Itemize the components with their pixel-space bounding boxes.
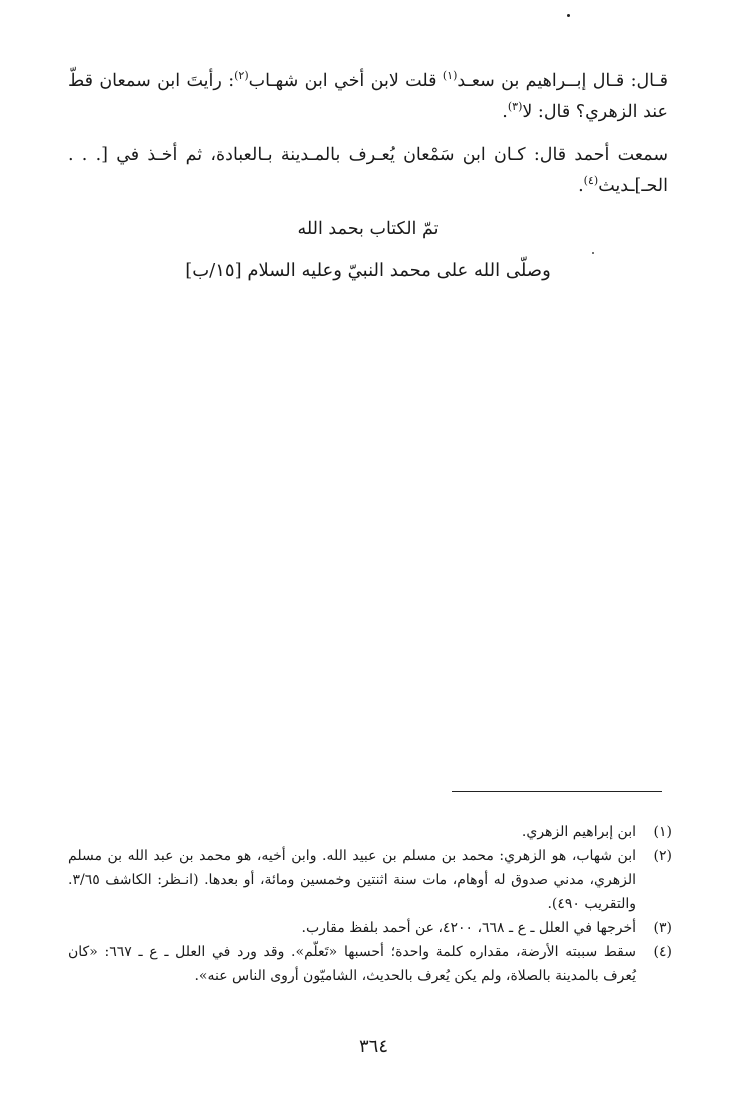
footnote-4	[68, 940, 672, 988]
text-span: قلت لابن أخي ابن شهـاب	[248, 71, 443, 91]
footnote-text: أخرجها في العلل ـ ع ـ ٦٦٨، ٤٢٠٠، عن أحمد بلفظ مقارب.	[301, 920, 636, 936]
footnote-text: ابن شهاب، هو الزهري: محمد بن مسلم بن عبيد الله. وابن أخيه، هو محمد بن عبد الله بن مسلم الزهري، مدني صدوق له أوهام، مات سنة اثنتين وخمسين ومائة، أو بعدها. (انـظر: الكاشف ٣/٦٥. والتقريب ٤٩٠).	[68, 848, 636, 912]
footnote-2	[68, 844, 672, 916]
paragraph-1-text	[68, 66, 668, 128]
text-span: .	[578, 176, 584, 196]
text-span: سمعت أحمد قال: كـان ابن سَمْعان يُعـرف بالمـدينة بـالعبادة، ثم أخـذ في [. . . الحـ]ـديث	[68, 145, 668, 196]
footnote-text: ابن إبراهيم الزهري.	[521, 824, 636, 840]
ink-speck	[567, 14, 570, 17]
footnote-ref-3[interactable]: (٣)	[507, 100, 523, 114]
footnote-3	[68, 916, 672, 940]
paragraph-2-text	[68, 140, 668, 202]
footnote-number: (٤)	[653, 944, 672, 960]
colophon-line-2: وصلّى الله على محمد النبيّ وعليه السلام [١٥/ب]	[185, 260, 551, 281]
footnote-number: (٢)	[653, 848, 672, 864]
text-span: : رأيتَ ابن سمعان قطّ عند الزهري؟ قال: لا	[68, 71, 668, 122]
main-text	[68, 66, 668, 286]
footnote-number: (٣)	[653, 920, 672, 936]
text-span: .	[502, 102, 508, 122]
footnote-separator	[452, 791, 662, 792]
footnote-ref-2[interactable]: (٢)	[234, 69, 249, 83]
footnote-1	[68, 820, 672, 844]
paragraph-1	[68, 66, 668, 128]
footnotes	[68, 820, 672, 988]
page-number: ٣٦٤	[358, 1036, 388, 1057]
footnote-ref-4[interactable]: (٤)	[583, 174, 599, 188]
footnote-text: سقط سببته الأرضة، مقداره كلمة واحدة؛ أحسبها «تَعلّم». وقد ورد في العلل ـ ع ـ ٦٦٧: «كان يُعرف بالمدينة بالصلاة، ولم يكن يُعرف بالحديث، الشاميّون أروى الناس عنه».	[68, 944, 636, 984]
footnote-number: (١)	[653, 824, 672, 840]
footnote-ref-1[interactable]: (١)	[442, 69, 458, 83]
colophon-line-1: تمّ الكتاب بحمد الله	[297, 219, 439, 239]
paragraph-2	[68, 140, 668, 202]
text-span: قـال: قـال إبــراهيم بن سعـد	[457, 71, 669, 91]
